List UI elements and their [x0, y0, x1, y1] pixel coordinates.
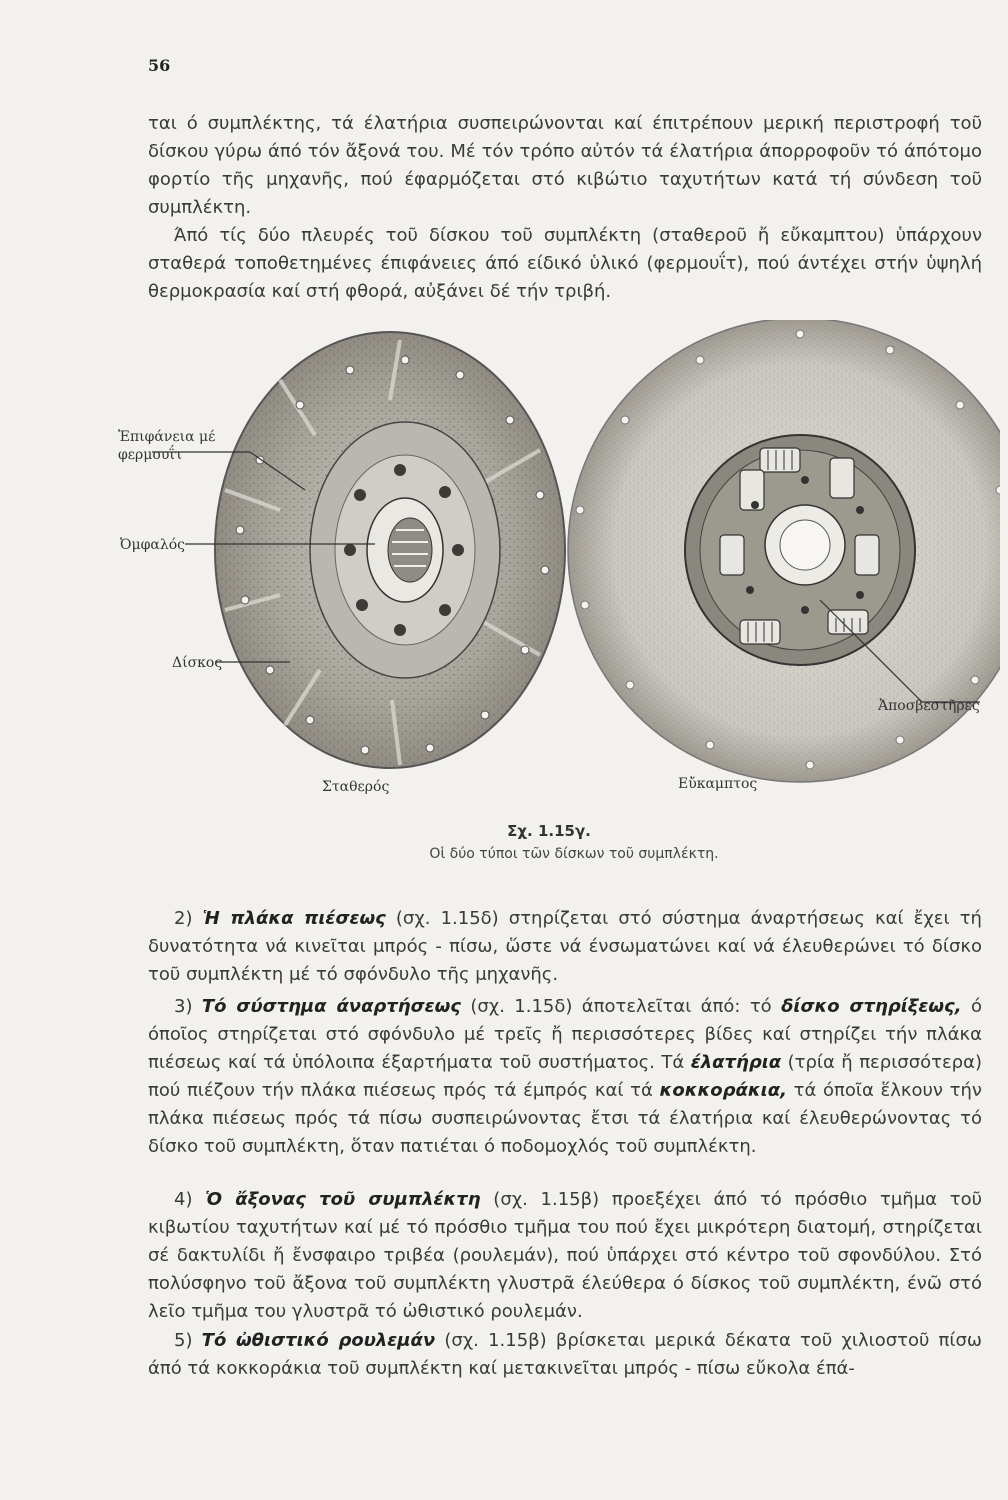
item-3-text-b: ό όποῖος στηρίζεται στό σφόνδυλο μέ τρεῖς ἤ περισσότερες βίδες καί στηρίζει τήν πλάκα πιέσεως καί τά ὑπόλοιπα έξαρτήματα τοῦ συστήματος. Τά: [148, 996, 982, 1073]
clutch-discs-illustration: [100, 320, 1000, 810]
label-surface: [118, 428, 215, 464]
label-dampers: Ἀποσβεστῆρες: [878, 698, 980, 714]
item-2-text: (σχ. 1.15δ) στηρίζεται στό σύστημα άναρτήσεως καί ἔχει τή δυνατότητα νά κινεῖται μπρός - πίσω, ὥστε νά ένσωματώνει καί νά έλευθερώνει τό δίσκο τοῦ συμπλέκτη μέ τό σφόνδυλο τῆς μηχανῆς.: [148, 908, 982, 985]
item-4-paragraph: [148, 1186, 982, 1326]
item-3-number: 3): [174, 996, 193, 1017]
fixed-disc: [215, 332, 565, 768]
item-5-term: Τό ὠθιστικό ρουλεμάν: [201, 1330, 436, 1351]
label-surface-line2: φερμουΐτ: [118, 447, 183, 463]
clutch-discs-figure: [100, 320, 1000, 810]
label-fixed: Σταθερός: [322, 779, 390, 795]
figure-caption-text: Οἱ δύο τύποι τῶν δίσκων τοῦ συμπλέκτη.: [429, 846, 719, 862]
intro-paragraph-1: [148, 110, 982, 222]
item-2-term: Ἡ πλάκα πιέσεως: [202, 908, 386, 929]
item-3-term-b: δίσκο στηρίξεως,: [781, 996, 962, 1017]
intro-text-1: ται ό συμπλέκτης, τά έλατήρια συσπειρώνονται καί έπιτρέπουν μερική περιστροφή τοῦ δίσκου γύρω άπό τόν ἄξονά του. Μέ τόν τρόπο αὐτόν τά έλατήρια άπορροφοῦν τό άπότομο φορτίο τῆς μηχανῆς, πού έφαρμόζεται στό κιβώτιο ταχυτήτων κατά τή σύνδεση τοῦ συμπλέκτη.: [148, 113, 982, 218]
figure-caption-number: Σχ. 1.15γ.: [507, 822, 591, 840]
item-3-paragraph: [148, 993, 982, 1161]
item-3-text-d: τά όποῖα ἕλκουν τήν πλάκα πιέσεως πρός τά πίσω συσπειρώνοντας ἔτσι τά έλατήρια καί έλευθερώνοντας τό δίσκο τοῦ συμπλέκτη, ὅταν πατιέται ό ποδομοχλός τοῦ συμπλέκτη.: [148, 1080, 982, 1157]
item-2-number: 2): [174, 908, 193, 929]
item-3-term-c: έλατήρια: [690, 1052, 782, 1073]
item-2-paragraph: [148, 905, 982, 989]
item-3-term-d: κοκκοράκια,: [659, 1080, 787, 1101]
page-number: 56: [148, 56, 171, 75]
label-disc: Δίσκος: [172, 655, 223, 671]
item-4-text: (σχ. 1.15β) προεξέχει άπό τό πρόσθιο τμῆμα τοῦ κιβωτίου ταχυτήτων καί μέ τό πρόσθιο τμῆμα του πού ἔχει μικρότερη διατομή, στηρίζεται σέ δακτυλίδι ἤ ἔνσφαιρο τριβέα (ρουλεμάν), πού ὑπάρχει στό κέντρο τοῦ σφονδύλου. Στό πολύσφηνο τοῦ ἄξονα τοῦ συμπλέκτη γλυστρᾶ έλεύθερα ό δίσκος τοῦ συμπλέκτη, ένῶ στό λεῖο τμῆμα του γλυστρᾶ τό ὠθιστικό ρουλεμάν.: [148, 1189, 982, 1322]
label-hub: Ὀμφαλός: [120, 537, 185, 553]
intro-text-2: Άπό τίς δύο πλευρές τοῦ δίσκου τοῦ συμπλέκτη (σταθεροῦ ἤ εὔκαμπτου) ὑπάρχουν σταθερά τοποθετημένες έπιφάνειες άπό είδικό ὑλικό (φερμουΐτ), πού άντέχει στήν ὑψηλή θερμοκρασία καί στή φθορά, αὐξάνει δέ τήν τριβή.: [148, 225, 982, 302]
item-4-number: 4): [174, 1189, 193, 1210]
item-5-paragraph: [148, 1327, 982, 1383]
item-5-text: (σχ. 1.15β) βρίσκεται μερικά δέκατα τοῦ χιλιοστοῦ πίσω άπό τά κοκκοράκια τοῦ συμπλέκτη καί μετακινεῖται μπρός - πίσω εὔκολα έπά-: [148, 1330, 982, 1379]
label-flexible: Εὔκαμπτος: [678, 776, 758, 792]
label-surface-line1: Ἐπιφάνεια μέ: [118, 429, 216, 445]
item-3-text-a: (σχ. 1.15δ) άποτελεῖται άπό: τό: [470, 996, 772, 1017]
item-3-term: Τό σύστημα άναρτήσεως: [201, 996, 461, 1017]
item-4-term: Ὁ ἄξονας τοῦ συμπλέκτη: [205, 1189, 481, 1210]
item-5-number: 5): [174, 1330, 193, 1351]
item-3-text-c: (τρία ἤ περισσότερα) πού πιέζουν τήν πλάκα πιέσεως πρός τά έμπρός καί τά: [148, 1052, 982, 1101]
intro-paragraph-2: [148, 222, 982, 306]
